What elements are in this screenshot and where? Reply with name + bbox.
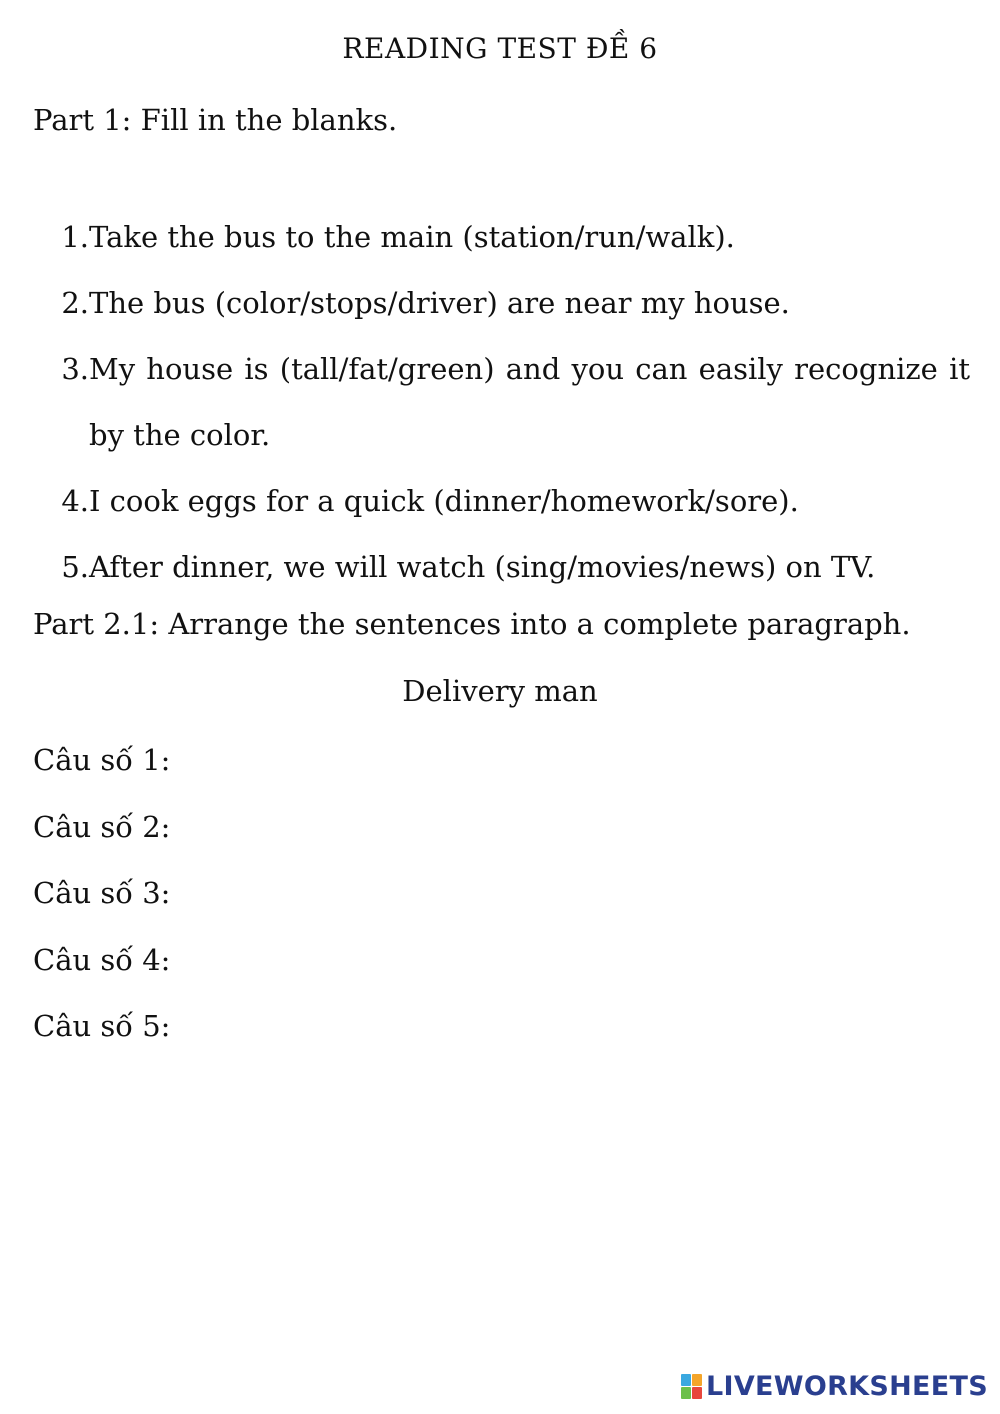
logo-text: LIVEWORKSHEETS: [705, 1371, 988, 1402]
paragraph-subtitle: Delivery man: [402, 674, 598, 708]
question-number: 5.: [61, 550, 89, 584]
question-item: [60, 204, 970, 270]
answer-label: Câu số 4:: [33, 942, 171, 977]
logo-square: [681, 1374, 691, 1386]
liveworksheets-logo-icon: [681, 1374, 702, 1399]
question-item: [60, 468, 970, 534]
question-number: 4.: [61, 484, 89, 518]
question-list: [60, 204, 970, 600]
answer-list: [33, 740, 170, 1073]
question-number: 2.: [61, 286, 89, 320]
question-text: I cook eggs for a quick (dinner/homework/sore).: [89, 484, 799, 518]
question-text: Take the bus to the main (station/run/walk).: [89, 220, 735, 254]
question-item: [60, 534, 970, 600]
question-text: The bus (color/stops/driver) are near my house.: [89, 286, 790, 320]
question-text: After dinner, we will watch (sing/movies/news) on TV.: [89, 550, 876, 584]
question-number: 3.: [61, 352, 89, 386]
part2-heading: Part 2.1: Arrange the sentences into a complete paragraph.: [33, 607, 911, 641]
question-item: [60, 336, 970, 468]
liveworksheets-logo: [681, 1371, 988, 1402]
answer-label: Câu số 3:: [33, 876, 171, 910]
logo-square: [692, 1374, 702, 1386]
logo-square: [681, 1387, 691, 1399]
logo-square: [692, 1387, 702, 1399]
part1-heading: Part 1: Fill in the blanks.: [33, 103, 398, 137]
question-text: My house is (tall/fat/green) and you can easily recognize it by the color.: [89, 352, 970, 452]
answer-label: Câu số 2:: [33, 809, 171, 844]
page-title: READING TEST ĐỀ 6: [342, 32, 658, 65]
question-item: [60, 270, 970, 336]
question-number: 1.: [61, 220, 89, 254]
answer-label: Câu số 1:: [33, 743, 171, 777]
answer-label: Câu số 5:: [33, 1009, 171, 1043]
